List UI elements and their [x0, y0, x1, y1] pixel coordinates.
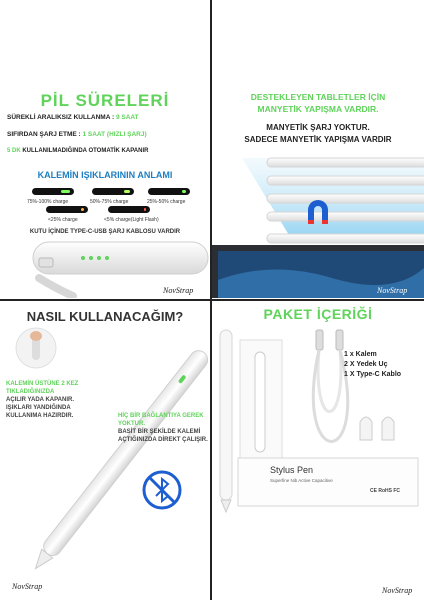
- continuous-use-line: SÜREKLİ ARALIKSIZ KULLANMA : 9 SAAT: [7, 114, 139, 121]
- light-indicator-high: [92, 188, 134, 195]
- package-item-cable: 1 X Type-C Kablo: [344, 371, 402, 378]
- package-title: PAKET İÇERİĞİ: [263, 306, 373, 322]
- cable-note: KUTU İÇİNDE TYPE-C-USB ŞARJ KABLOSU VARDIR: [29, 229, 181, 235]
- tap-instructions: KALEMİN ÜSTÜNE 2 KEZ TIKLADIĞINIZDA AÇILIR YADA KAPANIR. IŞIKLARI YANDIĞINDA KULLANIMA HAZIRDIR.: [6, 381, 79, 419]
- light-label-2: 50%-75% charge: [90, 199, 129, 205]
- magnetic-subtitle: MANYETİK ŞARJ YOKTUR. SADECE MANYETİK YAPIŞMA VARDIR: [244, 123, 392, 144]
- brand-logo: NovStrap: [163, 286, 194, 295]
- light-indicator-mid: [148, 188, 190, 195]
- finger-tap-icon: [14, 326, 58, 370]
- how-to-title: NASIL KULLANACAĞIM?: [26, 309, 184, 324]
- magnetic-title: DESTEKLEYEN TABLETLER İÇİN MANYETİK YAPIŞMA VARDIR.: [250, 92, 386, 114]
- package-contents-panel: [212, 302, 424, 600]
- light-label-5: <5% charge(Light Flash): [104, 217, 159, 223]
- magnetic-panel: [212, 0, 424, 298]
- brand-logo: NovStrap: [12, 582, 43, 591]
- auto-off-line: 5 DK KULLANILMADIĞINDA OTOMATİK KAPANIR: [7, 148, 149, 154]
- charge-time-line: SIFIRDAN ŞARJ ETME : 1 SAAT (HIZLI ŞARJ): [7, 131, 147, 138]
- tablet-magnet-illustration: [212, 150, 424, 298]
- horizontal-divider: [0, 299, 424, 301]
- box-title: Stylus Pen: [270, 465, 314, 475]
- package-item-pen: 1 x Kalem: [344, 351, 377, 358]
- light-label-3: 25%-50% charge: [147, 199, 186, 205]
- how-to-use-panel: [0, 302, 210, 600]
- box-certification-marks: CE RoHS FC: [370, 488, 400, 494]
- brand-logo: NovStrap: [382, 586, 413, 595]
- no-connection-instructions: HİÇ BİR BAĞLANTIYA GEREK YOKTUR. BASİT BİR ŞEKİLDE KALEMİ AÇTIĞINIZDA DİREKT ÇALIŞIR.: [118, 413, 208, 443]
- light-indicator-low: [46, 206, 88, 213]
- no-bluetooth-icon: [142, 470, 182, 510]
- package-list: [344, 350, 401, 380]
- package-item-tips: 2 X Yedek Uç: [344, 361, 388, 368]
- light-indicator-full: [32, 188, 74, 195]
- battery-title: PİL SÜRELERİ: [40, 91, 170, 110]
- brand-logo: NovStrap: [377, 286, 408, 295]
- light-label-1: 75%-100% charge: [27, 199, 69, 205]
- box-subtitle: Superfine Nib Active Capacitive: [270, 478, 333, 483]
- light-indicator-critical: [108, 206, 150, 213]
- light-label-4: <25% charge: [48, 217, 78, 223]
- lights-title: KALEMİN IŞIKLARININ ANLAMI: [37, 170, 173, 180]
- battery-life-panel: [0, 0, 210, 298]
